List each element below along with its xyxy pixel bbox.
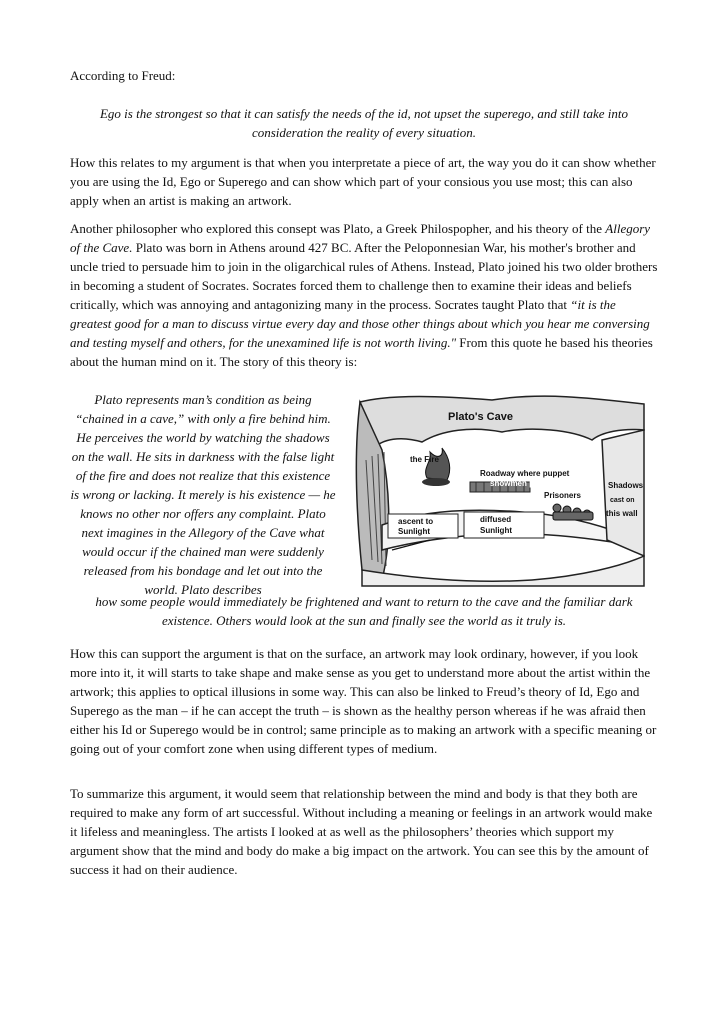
label-shadows-1: Shadows — [608, 481, 644, 490]
label-diffused-1: diffused — [480, 515, 512, 524]
paragraph-interpretation: How this relates to my argument is that when you interpretate a piece of art, the way you do it can show whether you are using the Id, Ego or Superego and can show which part of your consious you use most; this can also apply when an artist is making an artwork. — [70, 155, 656, 208]
socrates-quote: “it is the greatest good for a man to discuss virtue every day and those other things about which you hear me conversing and testing myself and others, for the unexamined life is not worth living." — [70, 297, 650, 350]
freud-heading: According to Freud: — [70, 68, 176, 83]
platos-cave-illustration — [352, 390, 652, 590]
label-fire: the Fire — [410, 455, 439, 464]
cave-description: Plato represents man’s condition as being “chained in a cave,” with only a fire behind him. He perceives the world by watching the shadows on the wall. He sits in darkness with the false light of the fire and does not realize that this existence is wrong or lacking. It merely is his existence — he knows no other nor offers any complaint. Plato next imagines in the Allegory of the Cave what would occur if the chained man were suddenly released from his bondage and let out into the world. Plato describes — [70, 392, 336, 597]
label-ascent-1: ascent to — [398, 517, 434, 526]
label-shadows-2: cast on — [610, 497, 635, 504]
cave-drawing — [352, 390, 652, 590]
cave-description-tail: how some people would immediately be frightened and want to return to the cave and the familiar dark existence. Others would look at the sun and finally see the world as it truly is. — [95, 594, 633, 628]
paragraph-summary: To summarize this argument, it would seem that relationship between the mind and body is that they both are required to make any form of art successful. Without including a meaning or feelings in an artwork would make it lifeless and meaningless. The artists I looked at as well as the philosophers’ theories which support my argument show that the mind and body do make a big impact on the artwork. You can see this by the amount of success it had on their audience. — [70, 786, 653, 877]
label-roadway-1: Roadway where puppet — [480, 469, 570, 478]
paragraph-plato: Another philosopher who explored this consept was Plato, a Greek Philospopher, and his theory of the Allegory of the Cave. Plato was born in Athens around 427 BC. After the Peloponnesian War, his mother's brother and uncle tried to persuade him to join in the oligarchical rules of Athens. Instead, Plato joined his two older brothers in becoming a student of Socrates. Socrates forced them to challenge then to examine their ideas and beliefs critically, which was annoying and antagonizing many in the process. Socrates taught Plato that “it is the greatest good for a man to discuss virtue every day and those other things about which you hear me conversing and testing myself and others, for the unexamined life is not worth living." From this quote he based his theories about the human mind on it. The story of this theory is: — [70, 221, 658, 369]
label-diffused-2: Sunlight — [480, 526, 512, 535]
label-shadows-3: this wall — [606, 509, 638, 518]
figure-title: Plato's Cave — [448, 411, 513, 423]
label-ascent-2: Sunlight — [398, 527, 430, 536]
allegory-title: Allegory of the Cave. — [70, 221, 651, 255]
fire-icon — [422, 448, 450, 486]
freud-quote: Ego is the strongest so that it can satisfy the needs of the id, not upset the superego, and still take into consideration the reality of every situation. — [99, 106, 628, 140]
paragraph-support: How this can support the argument is that on the surface, an artwork may look ordinary, however, if you look more into it, it will starts to take shape and make sense as you get to understand more about the artist within the artwork; this applies to optical illusions in some way. This can also be linked to Freud’s theory of Id, Ego and Superego as the man – if he can accept the truth – is shown as the healthy person whereas if he was afraid then either his Id or Superego would be in control; same principle as to making an artwork with a specific meaning or going out of your comfort zone when using different types of medium. — [70, 646, 657, 756]
label-roadway-2: showmen perform — [490, 479, 560, 488]
prisoners-figures — [553, 504, 593, 520]
label-prisoners: Prisoners — [544, 491, 581, 500]
